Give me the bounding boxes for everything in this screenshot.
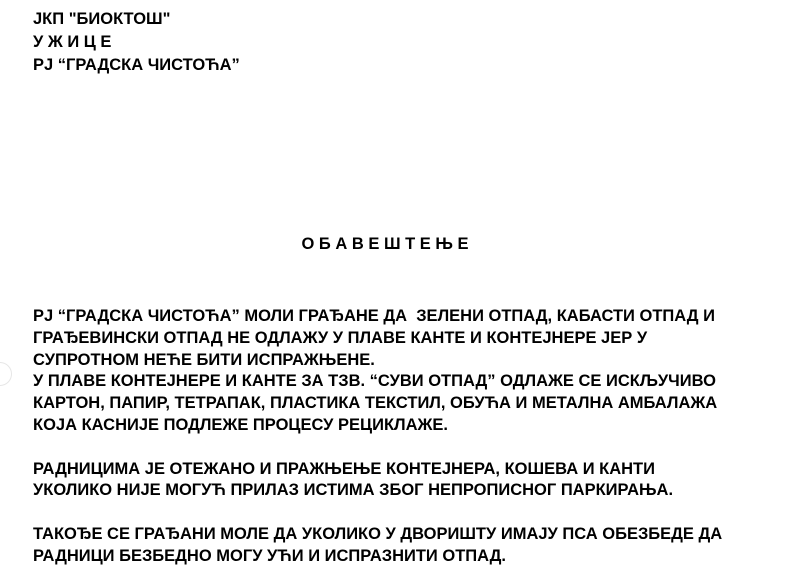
- department-name: РЈ “ГРАДСКА ЧИСТОЋА”: [33, 56, 240, 74]
- notice-body: [33, 306, 793, 568]
- text-line: РАДНИЦИ БЕЗБЕДНО МОГУ УЋИ И ИСПРАЗНИТИ ОТПАД.: [33, 546, 507, 565]
- paragraph-parking: [33, 459, 793, 503]
- paragraph-dogs: [33, 524, 793, 568]
- text-line: У ПЛАВЕ КОНТЕЈНЕРЕ И КАНТЕ ЗА ТЗВ. “СУВИ ОТПАД” ОДЛАЖЕ СЕ ИСКЉУЧИВО: [33, 372, 716, 391]
- company-name: ЈКП "БИОКТОШ": [33, 10, 171, 28]
- text-line: РЈ “ГРАДСКА ЧИСТОЋА” МОЛИ ГРАЂАНЕ ДА ЗЕЛЕНИ ОТПАД, КАБАСТИ ОТПАД И: [33, 307, 715, 325]
- text-line: УКОЛИКО НИЈЕ МОГУЋ ПРИЛАЗ ИСТИМА ЗБОГ НЕПРОПИСНОГ ПАРКИРАЊА.: [33, 481, 674, 500]
- text-line: ТАКОЂЕ СЕ ГРАЂАНИ МОЛЕ ДА УКОЛИКО У ДВОРИШТУ ИМАЈУ ПСА ОБЕЗБЕДЕ ДА: [33, 524, 723, 543]
- notice-title: О Б А В Е Ш Т Е Њ Е: [301, 235, 469, 253]
- letterhead: [33, 8, 240, 77]
- paragraph-disposal-rules: [33, 306, 793, 437]
- text-line: СУПРОТНОМ НЕЋЕ БИТИ ИСПРАЖЊЕНЕ.: [33, 350, 375, 369]
- text-line: КОЈА КАСНИЈЕ ПОДЛЕЖЕ ПРОЦЕСУ РЕЦИКЛАЖЕ.: [33, 415, 449, 434]
- paragraph-gap: [33, 502, 793, 524]
- text-line: ГРАЂЕВИНСКИ ОТПАД НЕ ОДЛАЖУ У ПЛАВЕ КАНТЕ И КОНТЕЈНЕРЕ ЈЕР У: [33, 328, 648, 347]
- city-name: У Ж И Ц Е: [33, 33, 112, 51]
- text-line: КАРТОН, ПАПИР, ТЕТРАПАК, ПЛАСТИКА ТЕКСТИЛ, ОБУЋА И МЕТАЛНА АМБАЛАЖА: [33, 394, 718, 413]
- text-line: РАДНИЦИМА ЈЕ ОТЕЖАНО И ПРАЖЊЕЊЕ КОНТЕЈНЕРА, КОШЕВА И КАНТИ: [33, 459, 655, 478]
- paragraph-gap: [33, 437, 793, 459]
- edge-circle-decoration: [0, 362, 12, 386]
